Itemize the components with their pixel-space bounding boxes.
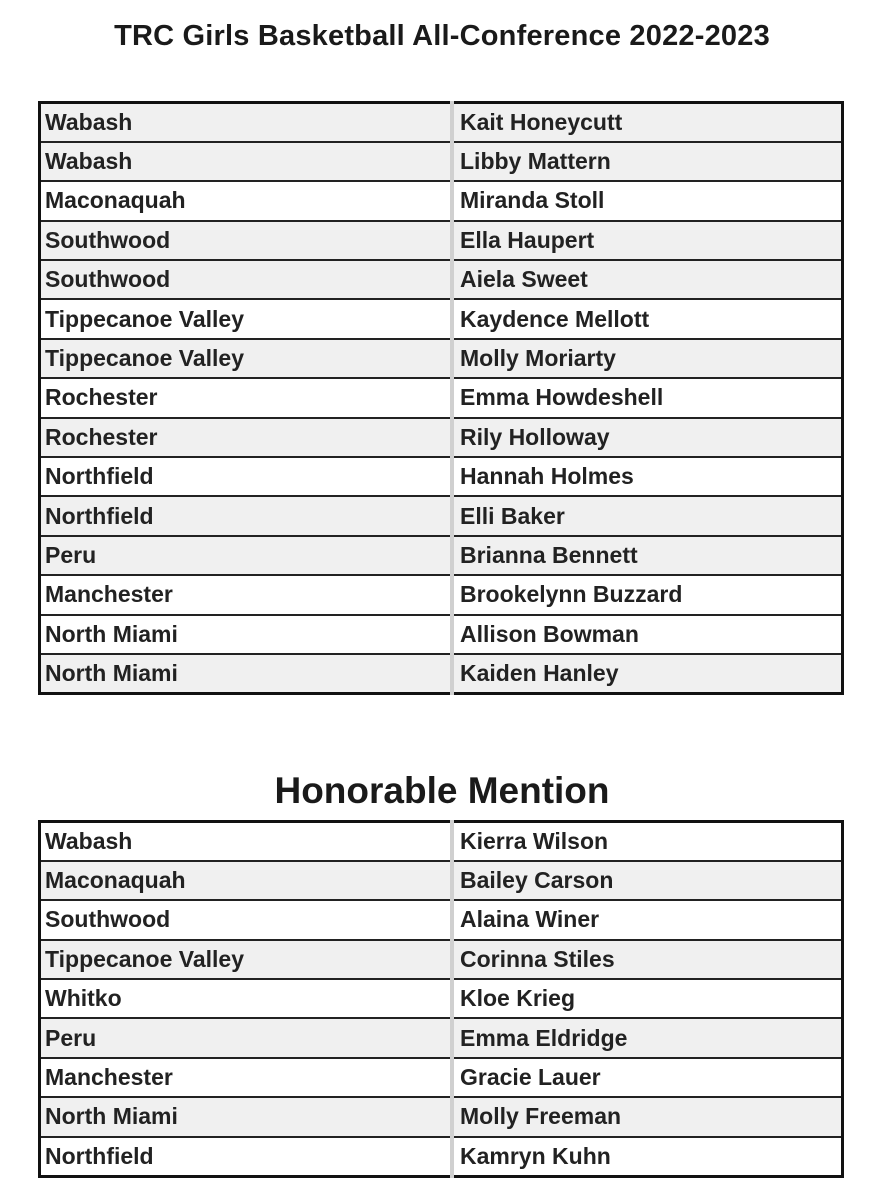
player-cell: Molly Moriarty [452,339,843,378]
table-row [40,103,843,142]
table-row [40,940,843,979]
school-cell: Tippecanoe Valley [40,299,453,338]
school-cell: Rochester [40,418,453,457]
honorable-mention-table [38,820,844,1178]
school-cell: Southwood [40,221,453,260]
player-cell: Brookelynn Buzzard [452,575,843,614]
school-cell: Manchester [40,575,453,614]
school-cell: Tippecanoe Valley [40,339,453,378]
table-row [40,1137,843,1176]
player-cell: Corinna Stiles [452,940,843,979]
player-cell: Brianna Bennett [452,536,843,575]
player-cell: Kamryn Kuhn [452,1137,843,1176]
table-row [40,536,843,575]
player-cell: Kait Honeycutt [460,108,623,135]
player-cell: Hannah Holmes [452,457,843,496]
page-title: TRC Girls Basketball All-Conference 2022-2023 [114,20,770,52]
table-row [40,1018,843,1057]
school-cell: Wabash [40,103,453,142]
table-row [40,142,843,181]
school-cell: Manchester [40,1058,453,1097]
table-row [40,299,843,338]
player-cell: Aiela Sweet [452,260,843,299]
player-cell: Allison Bowman [452,615,843,654]
school-cell: Whitko [40,979,453,1018]
school-cell: Peru [40,536,453,575]
table-row [40,457,843,496]
school-cell: Maconaquah [40,181,453,220]
school-cell: Tippecanoe Valley [40,940,453,979]
table-row [40,181,843,220]
school-cell: Wabash [40,822,453,861]
player-cell: Emma Eldridge [452,1018,843,1057]
player-cell: Bailey Carson [452,861,843,900]
player-cell: Alaina Winer [452,900,843,939]
table-row [40,1058,843,1097]
table-row [40,496,843,535]
table-row [40,979,843,1018]
table-row [40,1097,843,1136]
player-cell: Elli Baker [452,496,843,535]
player-cell: Kaiden Hanley [452,654,843,693]
player-cell: Kierra Wilson [460,827,609,854]
table-row [40,654,843,693]
table-row [40,418,843,457]
player-cell: Kloe Krieg [452,979,843,1018]
school-cell: Peru [40,1018,453,1057]
school-cell: Rochester [40,378,453,417]
table-row [40,575,843,614]
table-row [40,339,843,378]
player-cell: Rily Holloway [452,418,843,457]
all-conference-table [38,101,844,695]
school-cell: Maconaquah [40,861,453,900]
player-cell: Kaydence Mellott [452,299,843,338]
school-cell: Northfield [40,457,453,496]
school-cell: Northfield [40,1137,453,1176]
player-cell: Libby Mattern [452,142,843,181]
table-row [40,615,843,654]
table-row [40,861,843,900]
table-row [40,822,843,861]
table-row [40,221,843,260]
school-cell: Southwood [40,260,453,299]
player-cell: Emma Howdeshell [452,378,843,417]
school-cell: North Miami [40,654,453,693]
table-row [40,260,843,299]
honorable-mention-heading: Honorable Mention [274,770,610,811]
table-row [40,378,843,417]
player-cell: Molly Freeman [452,1097,843,1136]
player-cell: Miranda Stoll [452,181,843,220]
player-cell: Ella Haupert [452,221,843,260]
school-cell: Wabash [40,142,453,181]
school-cell: Northfield [40,496,453,535]
school-cell: Southwood [40,900,453,939]
table-row [40,900,843,939]
school-cell: North Miami [40,1097,453,1136]
player-cell: Gracie Lauer [452,1058,843,1097]
school-cell: North Miami [40,615,453,654]
